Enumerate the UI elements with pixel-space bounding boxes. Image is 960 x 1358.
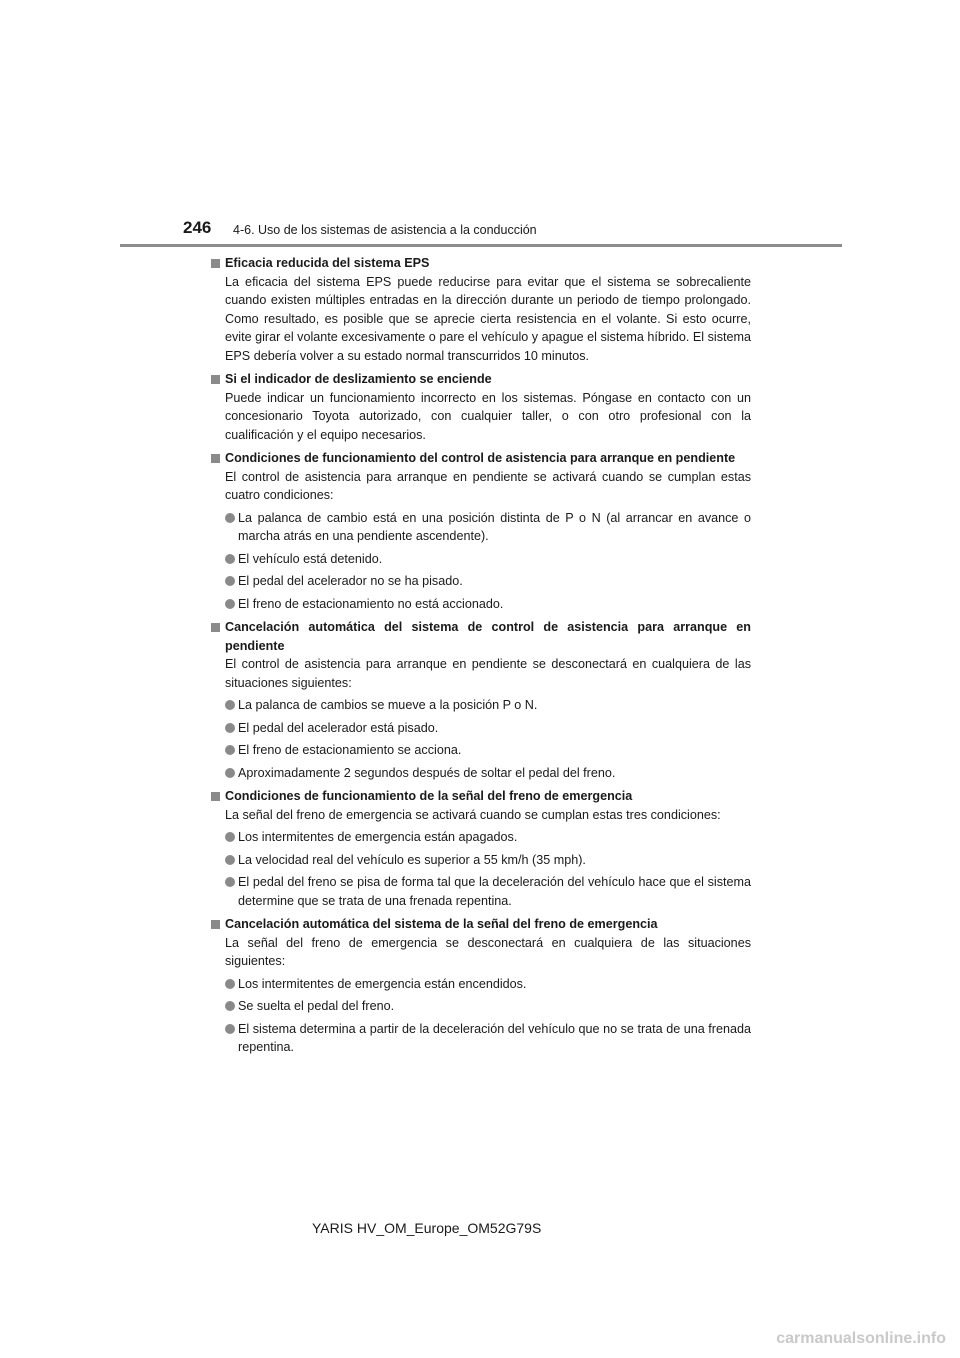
square-bullet-icon: [211, 623, 220, 632]
section-heading: [211, 370, 751, 389]
document-code: YARIS HV_OM_Europe_OM52G79S: [312, 1220, 542, 1236]
list-item: [211, 873, 751, 910]
list-item-text: El pedal del acelerador está pisado.: [238, 720, 439, 735]
list-item-text: El freno de estacionamiento se acciona.: [238, 743, 462, 757]
section-paragraph: El control de asistencia para arranque en pendiente se desconectará en cualquiera de las situaciones siguientes:: [225, 657, 751, 690]
circle-bullet-icon: [225, 700, 235, 710]
list-item-text: La velocidad real del vehículo es superior a 55 km/h (35 mph).: [238, 852, 586, 867]
square-bullet-icon: [211, 454, 220, 463]
list-item-text: El pedal del acelerador no se ha pisado.: [238, 574, 463, 588]
circle-bullet-icon: [225, 745, 235, 755]
section-heading-text: Condiciones de funcionamiento del control de asistencia para arranque en pendiente: [225, 451, 736, 465]
list-item-text: Los intermitentes de emergencia están apagados.: [238, 830, 518, 844]
section-paragraph: La eficacia del sistema EPS puede reducirse para evitar que el sistema se sobrecaliente cuando existen múltiples entradas en la dirección durante un periodo de tiempo prolongado. Como resultado, es posible que se aprecie cierta resistencia en el volante. Si esto ocurre, evite girar el volante excesivamente o pare el vehículo y apague el sistema híbrido. El sistema EPS debería volver a su estado normal transcurridos 10 minutos.: [225, 274, 751, 363]
section-paragraph: La señal del freno de emergencia se activará cuando se cumplan estas tres condiciones:: [225, 807, 721, 822]
section-heading: [211, 618, 751, 655]
circle-bullet-icon: [225, 1001, 235, 1011]
section-heading: [211, 915, 751, 934]
watermark: carmanualsonline.info: [776, 1330, 946, 1347]
chapter-title: 4-6. Uso de los sistemas de asistencia a la conducción: [233, 223, 537, 237]
circle-bullet-icon: [225, 855, 235, 865]
circle-bullet-icon: [225, 768, 235, 778]
list-item-text: El freno de estacionamiento no está accionado.: [238, 596, 504, 611]
list-item-text: Los intermitentes de emergencia están encendidos.: [238, 976, 527, 991]
square-bullet-icon: [211, 920, 220, 929]
section: [211, 787, 751, 910]
section: [211, 618, 751, 782]
circle-bullet-icon: [225, 599, 235, 609]
section-heading-text: Si el indicador de deslizamiento se enciende: [225, 372, 492, 386]
circle-bullet-icon: [225, 877, 235, 887]
list-item: [211, 696, 751, 715]
list-item: [211, 1020, 751, 1057]
list-item: [211, 764, 751, 783]
section-heading-text: Cancelación automática del sistema de control de asistencia para arranque en pendiente: [225, 620, 751, 653]
section-heading-text: Eficacia reducida del sistema EPS: [225, 256, 430, 270]
list-item: [211, 509, 751, 546]
square-bullet-icon: [211, 259, 220, 268]
section: [211, 370, 751, 444]
list-item: [211, 719, 751, 738]
list-item: [211, 550, 751, 569]
list-item: [211, 997, 751, 1016]
square-bullet-icon: [211, 792, 220, 801]
list-item: [211, 595, 751, 614]
square-bullet-icon: [211, 375, 220, 384]
circle-bullet-icon: [225, 723, 235, 733]
list-item: [211, 572, 751, 591]
section-paragraph: La señal del freno de emergencia se desconectará en cualquiera de las situaciones siguientes:: [225, 935, 751, 968]
circle-bullet-icon: [225, 554, 235, 564]
circle-bullet-icon: [225, 832, 235, 842]
list-item: [211, 828, 751, 847]
section: [211, 915, 751, 1057]
list-item-text: La palanca de cambio está en una posición distinta de P o N (al arrancar en avance o marcha atrás en una pendiente ascendente).: [238, 510, 751, 543]
section-paragraph: Puede indicar un funcionamiento incorrecto en los sistemas. Póngase en contacto con un concesionario Toyota autorizado, con cualquier taller, o con otro profesional con la cualificación y el equipo necesarios.: [225, 390, 751, 442]
list-item-text: Se suelta el pedal del freno.: [238, 999, 395, 1013]
section-heading-text: Condiciones de funcionamiento de la señal del freno de emergencia: [225, 789, 633, 803]
list-item: [211, 741, 751, 760]
section-heading-text: Cancelación automática del sistema de la señal del freno de emergencia: [225, 917, 658, 931]
section-heading: [211, 254, 751, 273]
list-item-text: El sistema determina a partir de la deceleración del vehículo que no se trata de una frenada repentina.: [238, 1021, 751, 1054]
section-heading: [211, 787, 751, 806]
circle-bullet-icon: [225, 979, 235, 989]
main-content: [211, 254, 751, 1062]
circle-bullet-icon: [225, 1024, 235, 1034]
list-item: [211, 975, 751, 994]
circle-bullet-icon: [225, 513, 235, 523]
list-item-text: El pedal del freno se pisa de forma tal que la deceleración del vehículo hace que el sistema determine que se trata de una frenada repentina.: [238, 875, 751, 908]
list-item-text: Aproximadamente 2 segundos después de soltar el pedal del freno.: [238, 765, 616, 780]
list-item-text: La palanca de cambios se mueve a la posición P o N.: [238, 698, 538, 712]
section-heading: [211, 449, 751, 468]
page-number: 246: [183, 218, 212, 237]
list-item: [211, 851, 751, 870]
section-paragraph: El control de asistencia para arranque en pendiente se activará cuando se cumplan estas cuatro condiciones:: [225, 469, 751, 502]
section: [211, 449, 751, 613]
list-item-text: El vehículo está detenido.: [238, 551, 383, 566]
header-divider: [120, 244, 842, 247]
section: [211, 254, 751, 365]
circle-bullet-icon: [225, 576, 235, 586]
